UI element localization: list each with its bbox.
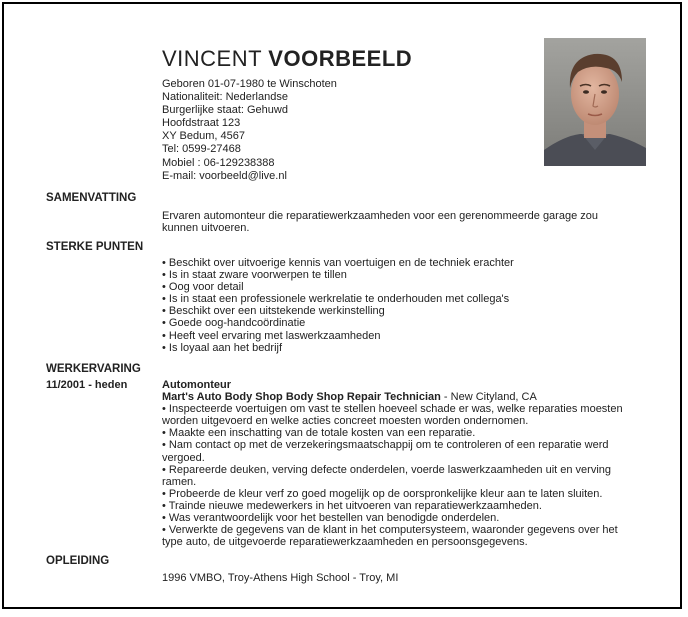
email-line: E-mail: voorbeeld@live.nl [162, 169, 287, 182]
birth-line: Geboren 01-07-1980 te Winschoten [162, 78, 337, 90]
summary-text: Ervaren automonteur die reparatiewerkzaamheden voor een gerenommeerde garage zou kunnen uitvoeren. [162, 210, 598, 235]
list-item: • Trainde nieuwe medewerkers in het uitvoeren van reparatiewerkzaamheden. [162, 499, 542, 512]
mobile-line: Mobiel : 06-129238388 [162, 156, 275, 169]
nationality-line: Nationaliteit: Nederlandse [162, 91, 288, 104]
education-text: 1996 VMBO, Troy-Athens High School - Troy, MI [162, 572, 399, 584]
list-item: • Maakte een inschatting van de totale kosten van een reparatie. [162, 427, 476, 440]
strengths-heading: STERKE PUNTEN [46, 241, 144, 253]
last-name: VOORBEELD [268, 46, 413, 71]
marital-status-line: Burgerlijke staat: Gehuwd [162, 104, 288, 117]
education-heading: OPLEIDING [46, 555, 110, 567]
experience-section [162, 379, 632, 548]
list-item: • Was verantwoordelijk voor het bestellen van benodigde onderdelen. [162, 512, 500, 525]
list-item: • Oog voor detail [162, 281, 244, 294]
street-line: Hoofdstraat 123 [162, 117, 241, 130]
list-item: • Probeerde de kleur verf zo goed mogelijk op de oorspronkelijke kleur aan te laten sluiten. [162, 487, 603, 500]
employer-location: - New Cityland, CA [440, 391, 537, 404]
list-item: • Is in staat zware voorwerpen te tillen [162, 269, 347, 282]
job-title: Automonteur [162, 379, 232, 391]
employer-name: Mart's Auto Body Shop Body Shop Repair Technician [162, 391, 441, 404]
list-item: • Beschikt over uitvoerige kennis van voertuigen en de techniek erachter [162, 257, 514, 269]
phone-line: Tel: 0599-27468 [162, 143, 241, 156]
strengths-list [162, 257, 642, 354]
profile-photo [544, 38, 646, 166]
list-item: • Is loyaal aan het bedrijf [162, 341, 283, 354]
list-item: • Verwerkte de gegevens van de klant in het computersysteem, waaronder gegevens over het type auto, de uitgevoerde reparatiewerkzaamheden en persoonsgegevens. [162, 524, 618, 549]
list-item: • Is in staat een professionele werkrelatie te onderhouden met collega's [162, 293, 510, 306]
list-item: • Beschikt over een uitstekende werkinstelling [162, 305, 385, 318]
experience-heading: WERKERVARING [46, 363, 141, 375]
postal-line: XY Bedum, 4567 [162, 130, 245, 143]
list-item: • Nam contact op met de verzekeringsmaatschappij om te controleren of een reparatie werd vergoed. [162, 439, 609, 464]
employer-line [162, 391, 632, 403]
contact-details [162, 78, 337, 183]
summary-section [162, 210, 632, 234]
list-item: • Inspecteerde voertuigen om vast te stellen hoeveel schade er was, welke reparaties moesten worden uitgevoerd en welke acties concreet moesten worden ondernomen. [162, 403, 623, 428]
list-item: • Heeft veel ervaring met laswerkzaamheden [162, 329, 381, 342]
list-item: • Repareerde deuken, verving defecte onderdelen, voerde laswerkzaamheden uit en verving ramen. [162, 463, 612, 488]
list-item: • Goede oog-handcoördinatie [162, 317, 306, 330]
resume-page [2, 2, 682, 609]
first-name: VINCENT [162, 46, 262, 71]
candidate-name [162, 46, 412, 72]
experience-date: 11/2001 - heden [46, 379, 128, 391]
education-section [162, 572, 642, 584]
summary-heading: SAMENVATTING [46, 192, 137, 204]
